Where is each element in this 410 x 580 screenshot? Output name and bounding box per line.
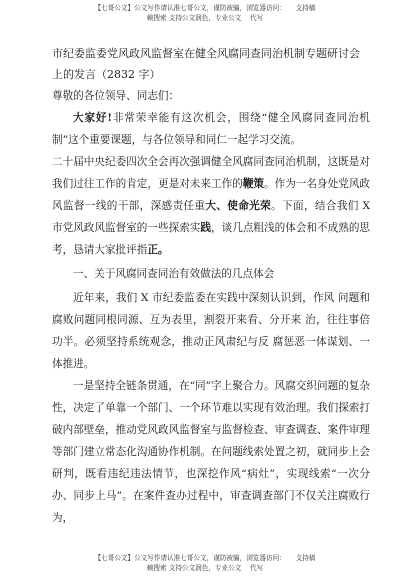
header-banner [0, 3, 410, 23]
footer-banner-line-2: 赖搜索 支持公文润色，专业公文 代写 [146, 564, 264, 572]
document-body [52, 43, 370, 529]
paragraph-section-1-overview: 近年来，我们 X 市纪委监委在实践中深刻认识到，作风 问题和腐败问题同根同源、互为表里，割裂开来看、分开来 治，往往事倍功半。必须坚持系统观念，推动正风肃纪与反 腐惩恶一体谋划、一体推进。 [52, 292, 370, 370]
header-banner-line-2: 赖搜索 支持公文润色，专业公文 代写 [146, 14, 264, 22]
intro-text-b: 。作为一名身处党风政风监督一线的干部，深感责任重 [52, 178, 371, 212]
intro-bold-d: 正。 [147, 244, 169, 256]
intro-text-d: ，谈几点粗浅的体会和不成熟的思考，恳请大家批评指 [52, 222, 371, 256]
section-1-heading: 一、关于风腐同查同治有效做法的几点体会 [73, 268, 275, 280]
paragraph-point-1: 一是坚持全链条贯通，在“同”字上聚合力。风腐交织问题的复杂性，决定了单靠一个部门、一个环节难以实现有效治理。我们探索打破内部壁垒，推动党风政风监督室与监督检查、审查调查、案件审理等部门建立常态化沟通协作机制。在问题线索处置之初，就同步上会研判，既看违纪违法情节，也深挖作风“病灶”，实现线索“一次分办、同步上马”。在案件查办过程中，审查调查部门不仅关注腐败行为， [52, 380, 370, 524]
header-banner-line-1: 【七哥公文】公文写作请认准七哥公文，谨防被骗，浏览器访问： 支持稿 [94, 4, 316, 12]
footer-banner [0, 553, 410, 573]
salutation: 尊敬的各位领导、同志们： [52, 90, 180, 102]
intro-text-c: 。下面，结合我们 X 市党风政风监督室的一些探索实 [52, 200, 370, 234]
document-title: 市纪委监委党风政风监督室在健全风腐同查同治机制专题研讨会上的发言（2832 字） [52, 47, 360, 81]
footer-banner-line-1: 【七哥公文】公文写作请认准七哥公文，谨防被骗，浏览器访问： 支持稿 [94, 554, 316, 562]
paragraph-greeting [52, 107, 370, 151]
intro-text-a: 二十届中央纪委四次全会再次强调健全风腐同查同治机制，这既是对我们过往工作的肯定，更是对未来工作的 [52, 156, 370, 190]
paragraph-introduction [52, 151, 370, 261]
greeting-lead: 大家好! [73, 112, 112, 124]
greeting-text: 非常荣幸能有这次机会，围绕“健全风腐同查同治机制”这个重要课题，与各位领导和同仁一起学习交流。 [52, 112, 370, 146]
intro-bold-c: 践 [200, 222, 212, 234]
intro-bold-a: 鞭策 [242, 178, 265, 190]
intro-bold-b: 大、使命光荣 [205, 200, 272, 212]
